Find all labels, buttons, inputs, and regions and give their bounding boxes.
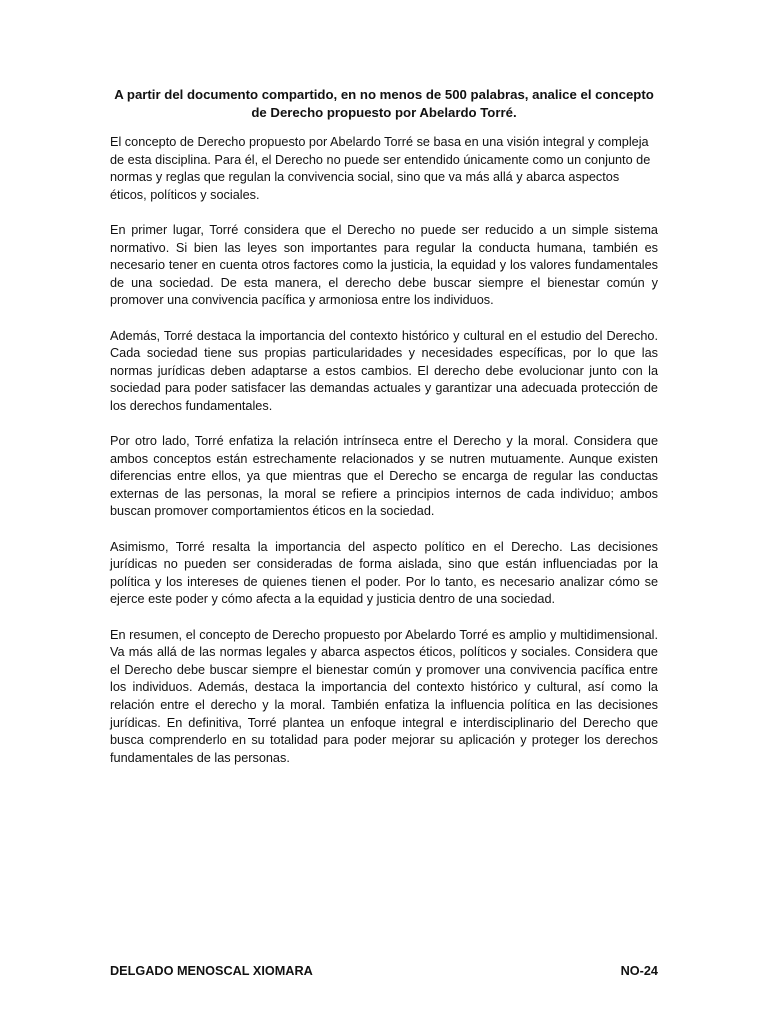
paragraph-3: Además, Torré destaca la importancia del contexto histórico y cultural en el estudio del Derecho. Cada sociedad tiene sus propias particularidades y necesidades específicas, por lo que las normas jurídicas deben adaptarse a estos cambios. El derecho debe evolucionar junto con la sociedad para poder satisfacer las demandas actuales y garantizar una adecuada protección de los derechos fundamentales.	[110, 328, 658, 413]
paragraph-4: Por otro lado, Torré enfatiza la relación intrínseca entre el Derecho y la moral. Considera que ambos conceptos están estrechamente relacionados y se nutren mutuamente. Aunque existen diferencias entre ellos, ya que mientras que el Derecho se encarga de regular las conductas externas de las personas, la moral se refiere a principios internos de cada individuo; ambos buscan promover comportamientos éticos en la sociedad.	[110, 434, 658, 519]
paragraph-2: En primer lugar, Torré considera que el Derecho no puede ser reducido a un simple sistema normativo. Si bien las leyes son importantes para regular la conducta humana, también es necesario tener en cuenta otros factores como la justicia, la equidad y los valores fundamentales de una sociedad. De esta manera, el derecho debe buscar siempre el bienestar común y promover una convivencia pacífica y armoniosa entre los individuos.	[110, 222, 658, 308]
document-body	[110, 134, 658, 785]
document-title: A partir del documento compartido, en no menos de 500 palabras, analice el concepto de Derecho propuesto por Abelardo Torré.	[114, 87, 654, 120]
paragraph-1: El concepto de Derecho propuesto por Abelardo Torré se basa en una visión integral y compleja de esta disciplina. Para él, el Derecho no puede ser entendido únicamente como un conjunto de normas y reglas que regulan la convivencia social, sino que va más allá y abarca aspectos éticos, políticos y sociales.	[110, 135, 651, 202]
footer-code: NO-24	[620, 964, 658, 978]
paragraph-6: En resumen, el concepto de Derecho propuesto por Abelardo Torré es amplio y multidimensional. Va más allá de las normas legales y abarca aspectos éticos, políticos y sociales. Considera que el Derecho debe buscar siempre el bienestar común y promover una convivencia pacífica entre los individuos. Además, destaca la importancia del contexto histórico y cultural, así como la relación entre el derecho y la moral. También enfatiza la influencia política en las decisiones jurídicas. En definitiva, Torré plantea un enfoque integral e interdisciplinario del Derecho que busca comprenderlo en su totalidad para poder mejorar su aplicación y proteger los derechos fundamentales de las personas.	[110, 627, 658, 765]
page-footer	[110, 963, 658, 979]
paragraph-5: Asimismo, Torré resalta la importancia del aspecto político en el Derecho. Las decisiones jurídicas no pueden ser consideradas de forma aislada, sino que están influenciadas por la política y los intereses de quienes tienen el poder. Por lo tanto, es necesario analizar cómo se ejerce este poder y cómo afecta a la equidad y justicia dentro de una sociedad.	[110, 539, 658, 607]
footer-author: DELGADO MENOSCAL XIOMARA	[110, 964, 313, 978]
